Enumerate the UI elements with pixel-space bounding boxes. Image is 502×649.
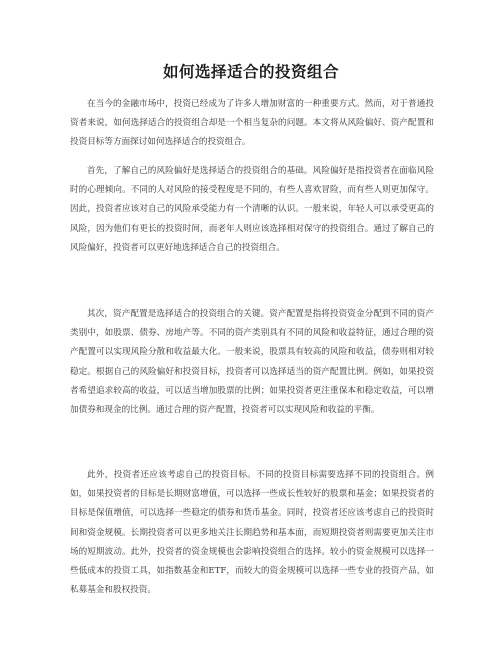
paragraph-investment-goals: 此外，投资者还应该考虑自己的投资目标。不同的投资目标需要选择不同的投资组合。例如，如果投资者的目标是长期财富增值，可以选择一些成长性较好的股票和基金；如果投资者的目标是保值增值，可以选择一些稳定的债券和货币基金。同时，投资者还应该考虑自己的投资时间和资金规模。长期投资者可以更多地关注长期趋势和基本面，而短期投资者则需要更加关注市场的短期波动。此外，投资者的资金规模也会影响投资组合的选择。较小的资金规模可以选择一些低成本的投资工具，如指数基金和ETF，而较大的资金规模可以选择一些专业的投资产品，如私募基金和股权投资。 (70, 470, 434, 596)
paragraph-risk-preference: 首先，了解自己的风险偏好是选择适合的投资组合的基础。风险偏好是指投资者在面临风险时的心理倾向。不同的人对风险的接受程度是不同的，有些人喜欢冒险，而有些人则更加保守。因此，投资者应该对自己的风险承受能力有一个清晰的认识。一般来说，年轻人可以承受更高的风险，因为他们有更长的投资时间，而老年人则应该选择相对保守的投资组合。通过了解自己的风险偏好，投资者可以更好地选择适合自己的投资组合。 (70, 166, 434, 253)
paragraph-asset-allocation: 其次，资产配置是选择适合的投资组合的关键。资产配置是指将投资资金分配到不同的资产类别中，如股票、债券、房地产等。不同的资产类别具有不同的风险和收益特征，通过合理的资产配置可以实现风险分散和收益最大化。一般来说，股票具有较高的风险和收益，债券则相对较稳定。根据自己的风险偏好和投资目标，投资者可以选择适当的资产配置比例。例如，如果投资者希望追求较高的收益，可以适当增加股票的比例；如果投资者更注重保本和稳定收益，可以增加债券和现金的比例。通过合理的资产配置，投资者可以实现风险和收益的平衡。 (70, 309, 434, 416)
paragraph-intro: 在当今的金融市场中，投资已经成为了许多人增加财富的一种重要方式。然而，对于普通投资者来说，如何选择适合的投资组合却是一个相当复杂的问题。本文将从风险偏好、资产配置和投资目标等方面探讨如何选择适合的投资组合。 (70, 99, 434, 148)
document-title: 如何选择适合的投资组合 (162, 63, 339, 81)
